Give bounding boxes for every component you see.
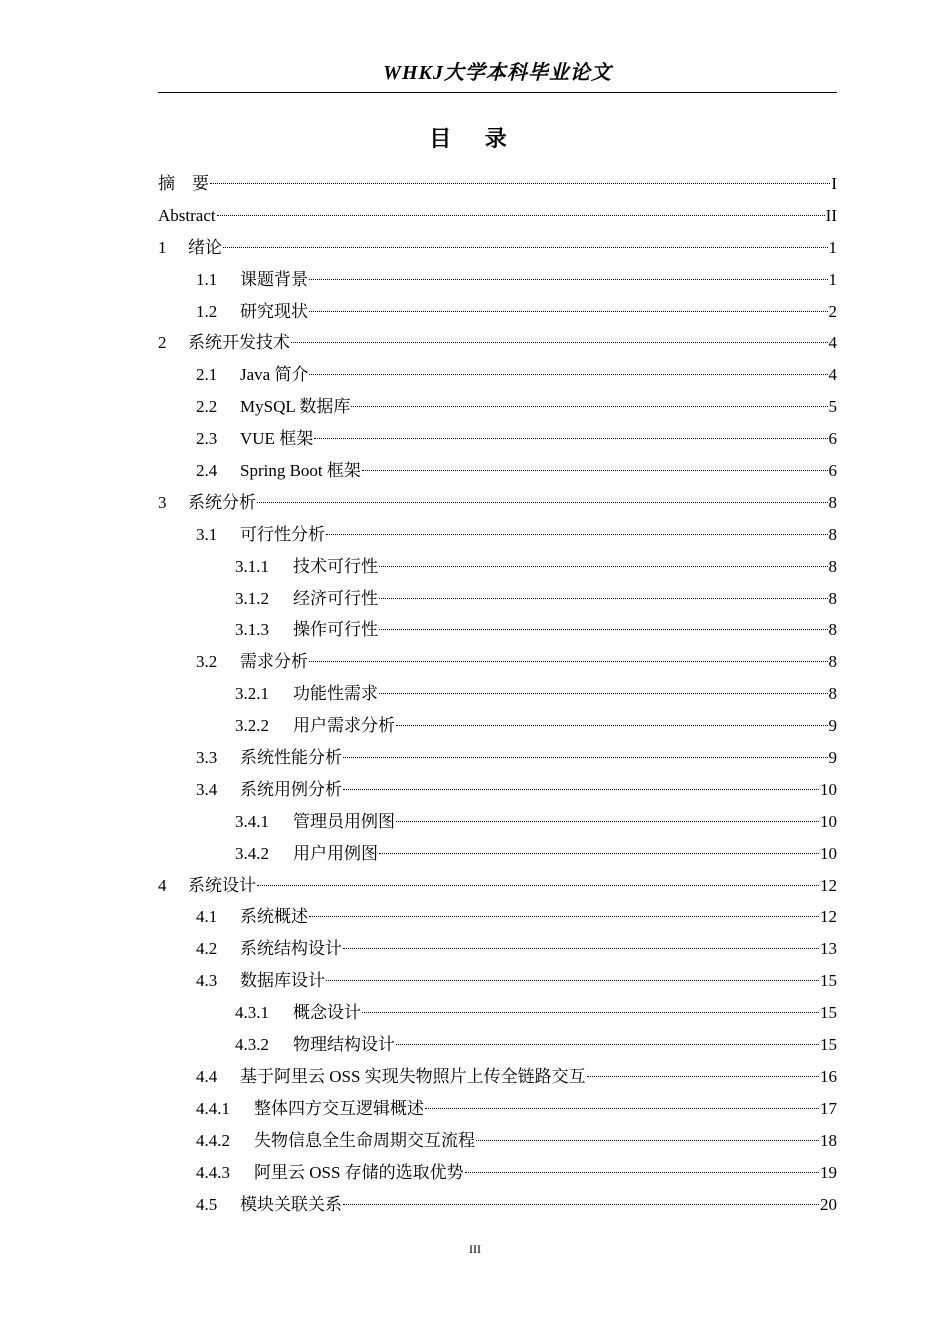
toc-entry-label: 需求分析 xyxy=(240,652,308,672)
toc-entry-label: 摘 要 xyxy=(158,174,209,193)
toc-entry-page: 12 xyxy=(820,875,837,895)
toc-entry-number: 4.4 xyxy=(196,1066,218,1086)
toc-entry-page: 1 xyxy=(828,269,837,289)
toc-dot-leader xyxy=(257,501,828,503)
toc-entry-page: 10 xyxy=(820,811,837,831)
toc-entry-page: 19 xyxy=(820,1162,837,1182)
toc-dot-leader xyxy=(309,915,819,917)
toc-entry[interactable] xyxy=(158,901,837,933)
toc-entry-label: 系统开发技术 xyxy=(188,333,290,353)
running-header xyxy=(158,58,837,92)
toc-entry[interactable] xyxy=(158,327,837,359)
running-header-title: WHKJ大学本科毕业论文 xyxy=(383,62,612,84)
toc-entry-number: 2.1 xyxy=(196,365,218,385)
toc-entry-label: 模块关联关系 xyxy=(240,1194,342,1214)
toc-entry-page: 15 xyxy=(820,1035,837,1055)
toc-entry-page: I xyxy=(831,174,837,193)
toc-entry-page: 15 xyxy=(820,971,837,991)
toc-entry[interactable] xyxy=(158,710,837,742)
toc-entry[interactable] xyxy=(158,678,837,710)
toc-title: 目 录 xyxy=(429,126,521,151)
toc-entry-page: 20 xyxy=(820,1194,837,1214)
toc-entry-page: 8 xyxy=(828,524,837,544)
toc-entry-number: 4.4.2 xyxy=(196,1130,230,1150)
toc-entry-number: 4.3 xyxy=(196,971,218,991)
toc-entry-number: 3.1 xyxy=(196,524,218,544)
toc-entry-label: 概念设计 xyxy=(293,1003,361,1023)
toc-entry-label: 管理员用例图 xyxy=(293,811,395,831)
toc-entry-page: 17 xyxy=(820,1098,837,1118)
toc-entry-label: 系统用例分析 xyxy=(240,779,342,799)
toc-entry[interactable] xyxy=(158,551,837,583)
toc-entry-number: 1.1 xyxy=(196,269,218,289)
toc-dot-leader xyxy=(309,278,828,280)
toc-entry[interactable] xyxy=(158,487,837,519)
toc-entry[interactable] xyxy=(158,264,837,296)
toc-entry-label: 系统分析 xyxy=(188,492,256,512)
header-divider xyxy=(158,92,837,93)
toc-entry-label: 系统概述 xyxy=(240,907,308,927)
toc-entry[interactable] xyxy=(158,296,837,328)
toc-entry[interactable] xyxy=(158,742,837,774)
toc-entry-number: 3.4.1 xyxy=(235,811,269,831)
toc-entry-page: 10 xyxy=(820,843,837,863)
toc-dot-leader xyxy=(379,628,828,630)
toc-entry-number: 3.4 xyxy=(196,779,218,799)
toc-entry-page: 13 xyxy=(820,939,837,959)
toc-dot-leader xyxy=(425,1107,819,1109)
toc-entry-number: 3.2 xyxy=(196,652,218,672)
toc-entry-page: 2 xyxy=(828,301,837,321)
toc-entry-page: 8 xyxy=(828,556,837,576)
toc-entry-page: 15 xyxy=(820,1003,837,1023)
toc-dot-leader xyxy=(309,660,828,662)
toc-entry[interactable] xyxy=(158,646,837,678)
toc-dot-leader xyxy=(587,1075,819,1077)
toc-entry[interactable] xyxy=(158,423,837,455)
toc-entry-page: 9 xyxy=(828,748,837,768)
toc-entry-number: 4.3.2 xyxy=(235,1035,269,1055)
toc-entry[interactable] xyxy=(158,168,837,200)
toc-entry[interactable] xyxy=(158,965,837,997)
toc-entry-page: 8 xyxy=(828,492,837,512)
toc-dot-leader xyxy=(343,788,819,790)
toc-entry[interactable] xyxy=(158,519,837,551)
page-number: III xyxy=(469,1242,481,1256)
toc-entry-page: 16 xyxy=(820,1066,837,1086)
toc-entry-number: 3 xyxy=(158,492,167,512)
toc-dot-leader xyxy=(210,182,830,184)
toc-entry-number: 1.2 xyxy=(196,301,218,321)
toc-entry-number: 4 xyxy=(158,875,167,895)
toc-dot-leader xyxy=(217,214,825,216)
toc-entry[interactable] xyxy=(158,838,837,870)
toc-entry-number: 4.4.3 xyxy=(196,1162,230,1182)
toc-dot-leader xyxy=(291,341,828,343)
toc-dot-leader xyxy=(396,724,828,726)
toc-entry-number: 4.5 xyxy=(196,1194,218,1214)
toc-dot-leader xyxy=(343,1203,819,1205)
toc-dot-leader xyxy=(343,756,828,758)
toc-entry[interactable] xyxy=(158,614,837,646)
toc-entry-label: 数据库设计 xyxy=(240,971,325,991)
toc-entry-number: 4.2 xyxy=(196,939,218,959)
toc-entry[interactable] xyxy=(158,1189,837,1221)
toc-entry[interactable] xyxy=(158,1157,837,1189)
toc-entry-label: 系统性能分析 xyxy=(240,748,342,768)
toc-entry-label: 用户需求分析 xyxy=(293,716,395,736)
toc-entry-page: 8 xyxy=(828,620,837,640)
toc-entry-label: 可行性分析 xyxy=(240,524,325,544)
toc-entry[interactable] xyxy=(158,359,837,391)
toc-entry-page: 5 xyxy=(828,397,837,417)
toc-dot-leader xyxy=(343,947,819,949)
toc-entry-label: 阿里云 OSS 存储的选取优势 xyxy=(254,1162,464,1182)
toc-entry-number: 3.1.3 xyxy=(235,620,269,640)
toc-entry-page: 6 xyxy=(828,429,837,449)
toc-entry[interactable] xyxy=(158,1029,837,1061)
toc-entry-label: 系统结构设计 xyxy=(240,939,342,959)
toc-entry-number: 4.4.1 xyxy=(196,1098,230,1118)
toc-entry-label: 基于阿里云 OSS 实现失物照片上传全链路交互 xyxy=(240,1066,586,1086)
toc-dot-leader xyxy=(379,597,828,599)
toc-entry-label: VUE 框架 xyxy=(240,429,314,449)
toc-entry[interactable] xyxy=(158,997,837,1029)
toc-dot-leader xyxy=(223,246,828,248)
toc-entry-label: 技术可行性 xyxy=(293,556,378,576)
toc-entry[interactable] xyxy=(158,200,837,232)
toc-dot-leader xyxy=(362,1011,819,1013)
toc-entry[interactable] xyxy=(158,1093,837,1125)
toc-entry-label: 经济可行性 xyxy=(293,588,378,608)
toc-entry-label: 整体四方交互逻辑概述 xyxy=(254,1098,424,1118)
toc-dot-leader xyxy=(326,979,819,981)
toc-entry-number: 3.2.2 xyxy=(235,716,269,736)
toc-entry-page: II xyxy=(825,205,837,225)
toc-entry-number: 2 xyxy=(158,333,167,353)
toc-entry[interactable] xyxy=(158,806,837,838)
toc-entry-label: 失物信息全生命周期交互流程 xyxy=(254,1130,475,1150)
toc-entry[interactable] xyxy=(158,933,837,965)
toc-entry-page: 4 xyxy=(828,365,837,385)
toc-entry-page: 18 xyxy=(820,1130,837,1150)
toc-entry-label: 物理结构设计 xyxy=(293,1035,395,1055)
toc-entry-label: 课题背景 xyxy=(240,269,308,289)
toc-entry[interactable] xyxy=(158,1125,837,1157)
toc-entry-label: 研究现状 xyxy=(240,301,308,321)
toc-dot-leader xyxy=(309,373,827,375)
toc-entry-page: 10 xyxy=(820,779,837,799)
toc-dot-leader xyxy=(314,437,827,439)
toc-entry[interactable] xyxy=(158,774,837,806)
toc-entry-number: 2.2 xyxy=(196,397,218,417)
toc-dot-leader xyxy=(351,405,827,407)
toc-entry-number: 3.1.2 xyxy=(235,588,269,608)
toc-entry-page: 9 xyxy=(828,716,837,736)
toc-entry-page: 8 xyxy=(828,652,837,672)
toc-entry-label: Abstract xyxy=(158,205,216,225)
toc-entry-label: 系统设计 xyxy=(188,875,256,895)
toc-dot-leader xyxy=(465,1171,819,1173)
toc-entry-page: 4 xyxy=(828,333,837,353)
toc-entry[interactable] xyxy=(158,455,837,487)
toc-entry-label: 功能性需求 xyxy=(293,684,378,704)
toc-entry-page: 12 xyxy=(820,907,837,927)
toc-entry-number: 3.4.2 xyxy=(235,843,269,863)
toc-dot-leader xyxy=(379,692,828,694)
toc-dot-leader xyxy=(476,1139,819,1141)
toc-entry-number: 4.1 xyxy=(196,907,218,927)
toc-entry-page: 1 xyxy=(828,237,837,257)
toc-entry-number: 3.3 xyxy=(196,748,218,768)
toc-entry-number: 3.1.1 xyxy=(235,556,269,576)
table-of-contents xyxy=(158,168,837,1220)
toc-entry-label: Spring Boot 框架 xyxy=(240,461,361,481)
toc-entry-page: 8 xyxy=(828,588,837,608)
toc-entry[interactable] xyxy=(158,232,837,264)
toc-dot-leader xyxy=(257,884,819,886)
toc-entry-number: 3.2.1 xyxy=(235,684,269,704)
toc-dot-leader xyxy=(396,820,819,822)
toc-entry-number: 1 xyxy=(158,237,167,257)
toc-entry-label: MySQL 数据库 xyxy=(240,397,351,417)
toc-dot-leader xyxy=(396,1043,819,1045)
toc-entry-number: 4.3.1 xyxy=(235,1003,269,1023)
toc-dot-leader xyxy=(326,533,828,535)
toc-dot-leader xyxy=(362,469,828,471)
toc-entry-page: 6 xyxy=(828,461,837,481)
toc-entry-label: 绪论 xyxy=(188,237,222,257)
toc-entry[interactable] xyxy=(158,1061,837,1093)
toc-entry[interactable] xyxy=(158,391,837,423)
toc-entry-label: Java 简介 xyxy=(240,365,309,385)
toc-entry[interactable] xyxy=(158,870,837,902)
toc-entry[interactable] xyxy=(158,583,837,615)
toc-entry-number: 2.3 xyxy=(196,429,218,449)
toc-entry-number: 2.4 xyxy=(196,461,218,481)
toc-entry-label: 用户用例图 xyxy=(293,843,378,863)
toc-entry-label: 操作可行性 xyxy=(293,620,378,640)
toc-dot-leader xyxy=(379,852,819,854)
toc-dot-leader xyxy=(309,310,828,312)
toc-entry-page: 8 xyxy=(828,684,837,704)
toc-dot-leader xyxy=(379,565,828,567)
